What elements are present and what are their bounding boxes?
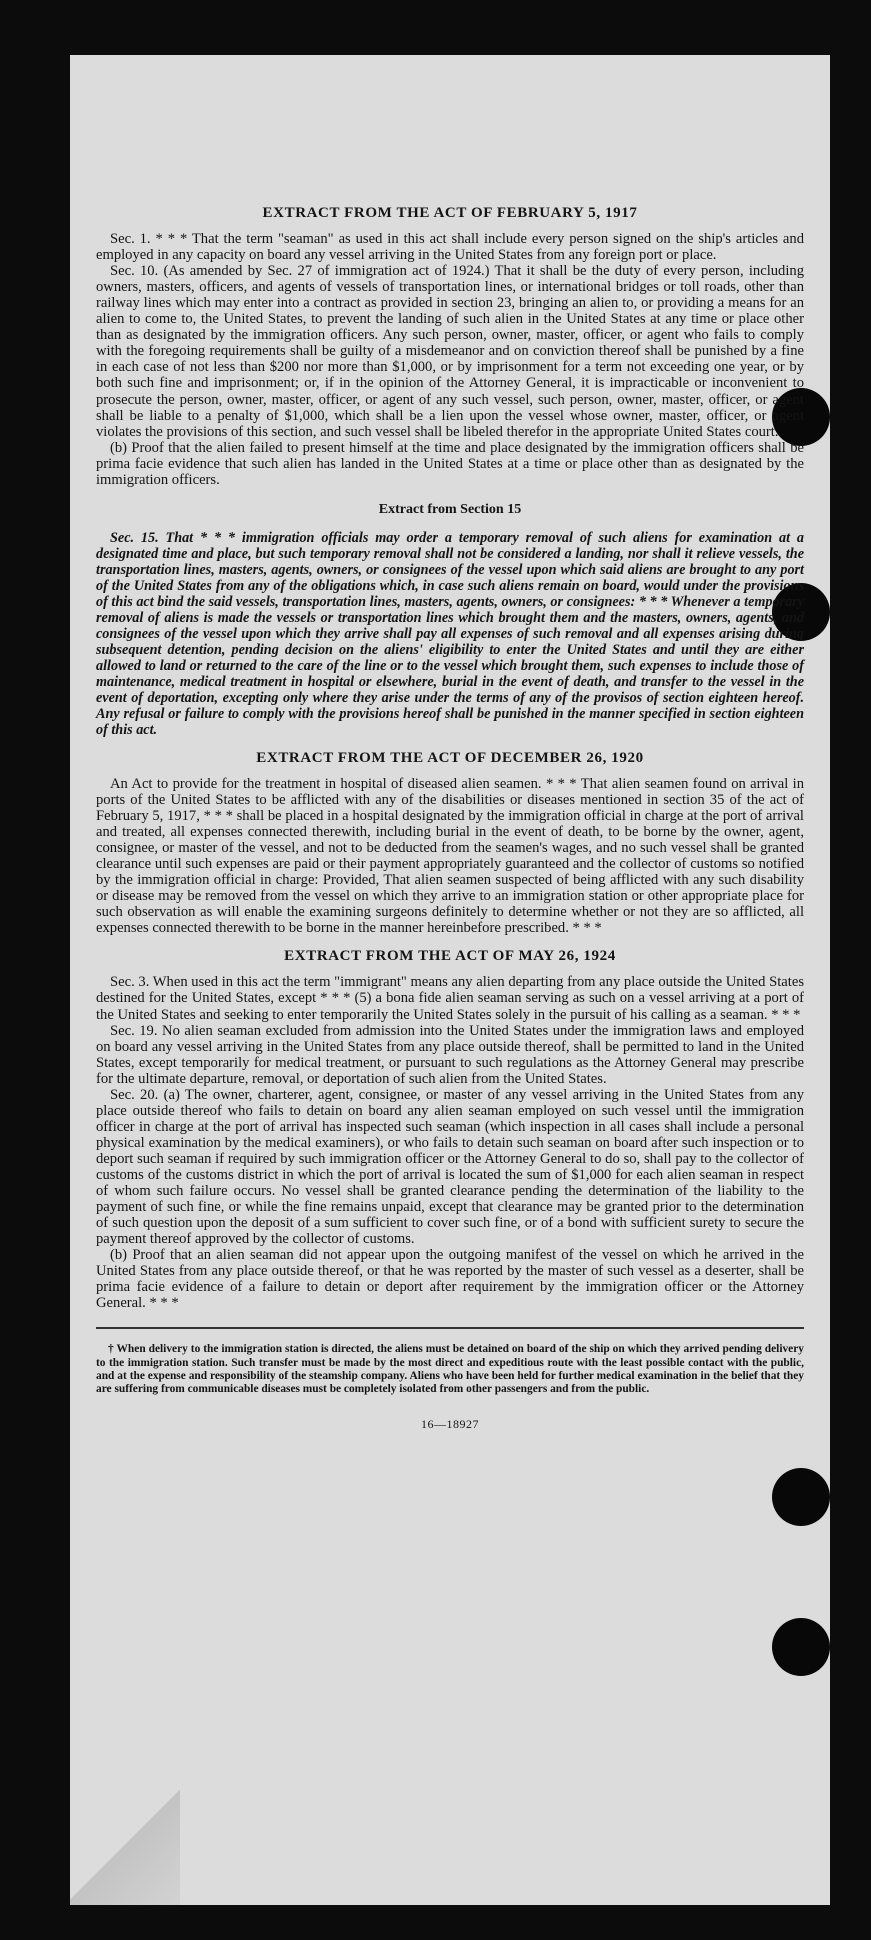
section-heading: EXTRACT FROM THE ACT OF DECEMBER 26, 1920 bbox=[256, 749, 644, 766]
paragraph: (b) Proof that the alien failed to present himself at the time and place designated by the immigration officers shall be prima facie evidence that such alien has landed in the United States at a time or place other than as designated by the immigration officers. bbox=[96, 439, 804, 488]
folded-corner bbox=[70, 1785, 180, 1905]
section-extract-15 bbox=[96, 502, 804, 738]
paragraph: Sec. 1. * * * That the term "seaman" as used in this act shall include every person signed on the ship's articles and employed in any capacity on board any vessel arriving in the United States from any foreign port or place. bbox=[96, 231, 804, 264]
paragraph: Sec. 3. When used in this act the term "immigrant" means any alien departing from any place outside the United States destined for the United States, except * * * (5) a bona fide alien seaman serving as such on a vessel arriving at a port of the United States and seeking to enter temporarily the United States solely in the pursuit of his calling as a seaman. * * * bbox=[96, 974, 804, 1023]
section-heading: EXTRACT FROM THE ACT OF MAY 26, 1924 bbox=[284, 948, 616, 965]
paragraph: Sec. 10. (As amended by Sec. 27 of immigration act of 1924.) That it shall be the duty of every person, including owners, masters, officers, and agents of vessels of transportation lines, or international bridges or toll roads, other than railway lines which may enter into a contract as provided in section 23, bringing an alien to, or providing a means for an alien to come to, the United States, to prevent the landing of such alien in the United States at any time or place other than as designated by the immigration officers. Any such person, owner, master, officer, or agent who fails to comply with the foregoing requirements shall be guilty of a misdemeanor and on conviction thereof shall be punished by a fine in each case of not less than $200 nor more than $1,000, or by imprisonment for a term not exceeding one year, or by both such fine and imprisonment; or, if in the opinion of the Attorney General, it is impracticable or inconvenient to prosecute the person, owner, master, officer, or agent of any such vessel, such person, owner, master, officer, or agent shall be liable to a penalty of $1,000, which shall be a lien upon the vessel whose owner, master, officer, or agent violates the provisions of this section, and such vessel shall be libeled therefor in the appropriate United States court. bbox=[96, 263, 804, 440]
paragraph: (b) Proof that an alien seaman did not appear upon the outgoing manifest of the vessel on which he arrived in the United States from any place outside thereof, or that he was reported by the master of such vessel as a deserter, shall be prima facie evidence of a failure to detain or deport after requirement by the immigration officer or the Attorney General. * * * bbox=[96, 1247, 804, 1312]
section-act-feb-1917 bbox=[96, 205, 804, 488]
document-page bbox=[70, 55, 830, 1905]
section-subheading: Extract from Section 15 bbox=[378, 501, 522, 517]
section-act-dec-1920 bbox=[96, 750, 804, 937]
section-heading: EXTRACT FROM THE ACT OF FEBRUARY 5, 1917 bbox=[262, 205, 638, 221]
paragraph: Sec. 19. No alien seaman excluded from admission into the United States under the immigration laws and employed on board any vessel arriving in the United States from any place outside thereof, shall be permitted to land in the United States, except temporarily for medical treatment, or pursuant to such regulations as the Attorney General may prescribe for the ultimate departure, removal, or deportation of such alien from the United States. bbox=[96, 1022, 804, 1087]
form-number: 16—18927 bbox=[421, 1417, 479, 1432]
footnote-divider bbox=[96, 1327, 804, 1329]
paragraph: An Act to provide for the treatment in hospital of diseased alien seamen. * * * That alien seamen found on arrival in ports of the United States to be afflicted with any of the disabilities or diseases mentioned in section 35 of the act of February 5, 1917, * * * shall be placed in a hospital designated by the immigration official in charge at the port of arrival and treated, all expenses connected therewith, including burial in the event of death, to be borne by the owner, agent, consignee, or master of the vessel, and not to be deducted from the seamen's wages, and no such vessel shall be granted clearance until such expenses are paid or their payment appropriately guaranteed and the collector of customs so notified by the immigration official in charge: Provided, That alien seamen suspected of being afflicted with any such disability or disease may be removed from the vessel on which they arrive to an immigration station or other appropriate place for such observation as will enable the examining surgeons definitely to determine whether or not they are so afflicted, all expenses connected therewith to be borne in the manner hereinbefore prescribed. * * * bbox=[96, 775, 804, 937]
paragraph: Sec. 15. That * * * immigration officials may order a temporary removal of such aliens for examination at a designated time and place, but such temporary removal shall not be considered a landing, nor shall it relieve vessels, the transportation lines, masters, agents, owners, or consignees of the vessel upon which said aliens are brought to any port of the United States from any of the obligations which, in case such aliens remain on board, would under the provisions of this act bind the said vessels, transportation lines, masters, agents, owners, or consignees: * * * Whenever a temporary removal of aliens is made the vessels or transportation lines which brought them and the masters, owners, agents, and consignees of the vessel upon which they arrive shall pay all expenses of such removal and all expenses arising during subsequent detention, pending decision on the aliens' eligibility to enter the United States and until they are either allowed to land or returned to the care of the line or to the vessel which brought them, such expenses to include those of maintenance, medical treatment in hospital or elsewhere, burial in the event of death, and transfer to the vessel in the event of deportation, excepting only where they arise under the terms of any of the provisos of section eighteen hereof. Any refusal or failure to comply with the provisions hereof shall be punished in the manner specified in section eighteen of this act. bbox=[96, 529, 804, 738]
footnote-text: † When delivery to the immigration station is directed, the aliens must be detained on board of the ship on which they arrived pending delivery to the immigration station. Such transfer must be made by the most direct and expeditious route with the least possible contact with the public, and at the expense and responsibility of the steamship company. Aliens who have been held for further medical examination in the belief that they are suffering from communicable diseases must be completely isolated from other passengers and from the public. bbox=[96, 1343, 804, 1395]
paragraph: Sec. 20. (a) The owner, charterer, agent, consignee, or master of any vessel arriving in the United States from any place outside thereof who fails to detain on board any alien seaman employed on such vessel until the immigration officer in charge at the port of arrival has inspected such seaman (which inspection in all cases shall include a personal physical examination by the medical examiners), or who fails to detain such seaman on board after such inspection or to deport such seaman if required by such immigration officer or the Attorney General to do so, shall pay to the collector of customs of the customs district in which the port of arrival is located the sum of $1,000 for each alien seaman in respect of whom such failure occurs. No vessel shall be granted clearance pending the determination of the liability to the payment of such fine, or while the fine remains unpaid, except that clearance may be granted prior to the determination of such question upon the deposit of a sum sufficient to cover such fine, or of a bond with sufficient surety to secure the payment thereof approved by the collector of customs. bbox=[96, 1086, 804, 1248]
footnote bbox=[96, 1343, 804, 1396]
section-act-may-1924 bbox=[96, 948, 804, 1311]
punch-hole bbox=[772, 1468, 830, 1526]
document-body bbox=[96, 205, 804, 1432]
punch-hole bbox=[772, 1618, 830, 1676]
